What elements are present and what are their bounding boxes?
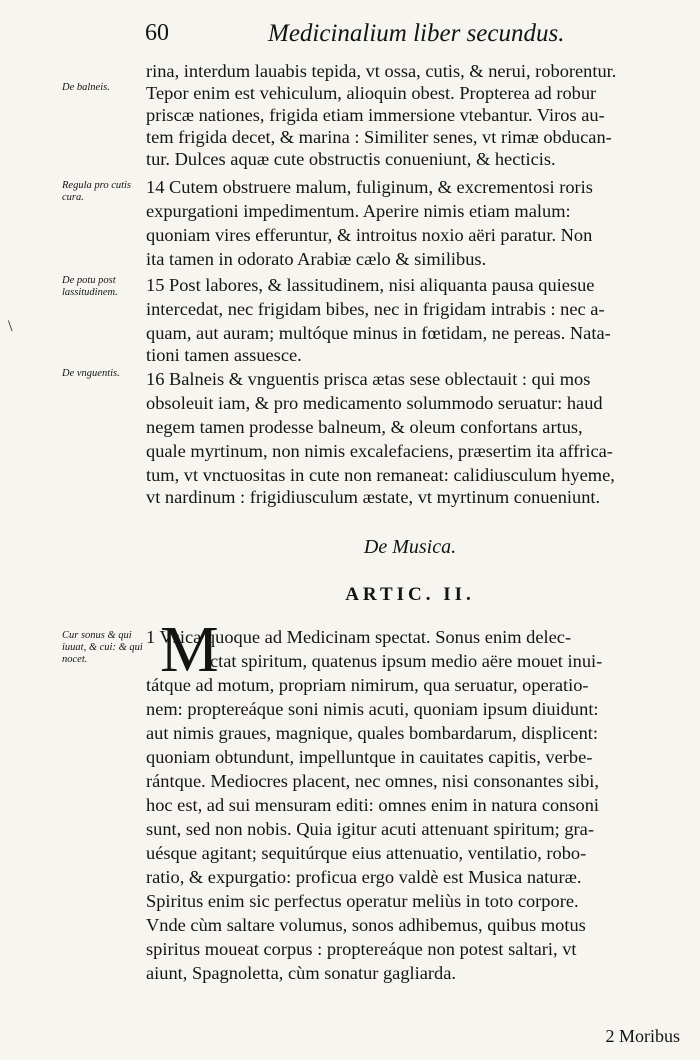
text-line: priscæ nationes, frigida etiam immersione vtebantur. Viros au- [146,105,605,125]
text-line: aiunt, Spagnoletta, cùm sonatur gagliarda. [146,963,457,983]
text-line: tem frigida decet, & marina : Similiter senes, vt rimæ obducan- [146,127,612,147]
drop-cap: M [160,613,219,686]
margin-note-regula-cutis: Regula pro cutis cura. [62,180,132,203]
stray-mark: \ [8,318,13,335]
text-line: vt nardinum : frigidiusculum æstate, vt myrtinum conueniunt. [146,487,601,507]
margin-note-de-potu: De potu post lassitudinem. [62,275,118,298]
text-line: tum, vt vnctuositas in cute non remaneat: calidiusculum hyeme, [146,465,615,485]
text-line: 15 Post labores, & lassitudinem, nisi aliquanta pausa quiesue [146,275,595,295]
text-line: rina, interdum lauabis tepida, vt ossa, cutis, & nerui, roborentur. [146,61,617,81]
text-line: tur. Dulces aquæ cute obstructis conueniunt, & hecticis. [146,149,556,169]
text-line: tioni tamen assuesce. [146,345,302,365]
text-line: uésque agitant; sequitúrque eius attenuatio, ventilatio, robo- [146,843,587,863]
text-line: quoniam obtundunt, impelluntque in cauitates capitis, verbe- [146,747,593,767]
text-line: rántque. Mediocres placent, nec omnes, nisi consonantes sibi, [146,771,600,791]
margin-note-de-vnguentis: De vnguentis. [62,368,120,379]
text-line: expurgationi impedimentum. Aperire nimis etiam malum: [146,201,571,221]
page-number: 60 [145,20,169,46]
text-line: negem tamen prodesse balneum, & oleum confortans artus, [146,417,583,437]
text-line: 14 Cutem obstruere malum, fuliginum, & excrementosi roris [146,177,593,197]
article-heading: ARTIC. II. [345,584,475,605]
text-line: hoc est, ad sui mensuram editi: omnes enim in natura consoni [146,795,600,815]
catchword: 2 Moribus [605,1026,680,1046]
text-line: Spiritus enim sic perfectus operatur meliùs in toto corpore. [146,891,579,911]
text-line: quale myrtinum, non nimis excalefaciens, præsertim ita affrica- [146,441,613,461]
text-line: 1 Vsica quoque ad Medicinam spectat. Sonus enim delec- [146,627,572,647]
text-line: quoniam vires efferuntur, & introitus noxio aëri paratur. Non [146,225,593,245]
text-line: sunt, sed non nobis. Quia igitur acuti attenuant spiritum; gra- [146,819,594,839]
text-line: spiritus moueat corpus : proptereáque non potest saltari, vt [146,939,577,959]
text-line: ita tamen in odorato Arabiæ cælo & similibus. [146,249,487,269]
text-line: aut nimis graues, magnique, quales bombardarum, displicent: [146,723,598,743]
running-head [0,18,700,52]
text-line: nem: proptereáque soni nimis acuti, quoniam ipsum diuidunt: [146,699,599,719]
margin-note-de-balneis: De balneis. [62,82,110,93]
running-title: Medicinalium liber secundus. [268,20,565,47]
text-line: quam, aut auram; multóque minus in fœtidam, ne pereas. Nata- [146,323,611,343]
text-line: 16 Balneis & vnguentis prisca ætas sese oblectauit : qui mos [146,369,591,389]
text-line: Tepor enim est vehiculum, alioquin obest. Propterea ad robur [146,83,597,103]
margin-note-cur-sonus: Cur sonus & qui iuuat, & cui: & qui nocet. [62,630,143,665]
text-line: ratio, & expurgatio: proficua ergo valdè est Musica naturæ. [146,867,582,887]
text-line: ctat spiritum, quatenus ipsum medio aëre mouet inui- [210,651,603,671]
text-line: tátque ad motum, propriam nimirum, qua seruatur, operatio- [146,675,589,695]
text-line: intercedat, nec frigidam bibes, nec in frigidam intrabis : nec a- [146,299,605,319]
text-line: Vnde cùm saltare volumus, sonos adhibemus, quibus motus [146,915,586,935]
section-title: De Musica. [363,536,457,558]
text-line: obsoleuit iam, & pro medicamento solummodo seruatur: haud [146,393,603,413]
